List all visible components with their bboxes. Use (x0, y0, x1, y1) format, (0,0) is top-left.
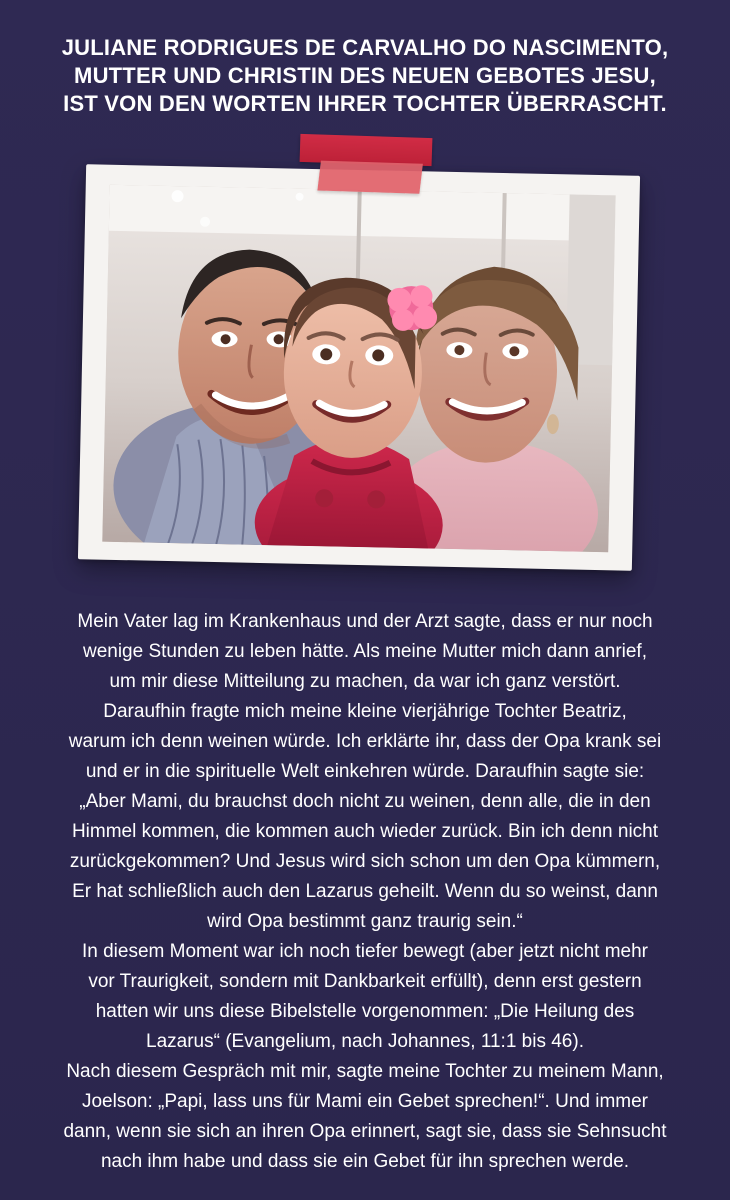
story-text (36, 607, 694, 1177)
headline (40, 34, 690, 118)
story-line-14: hatten wir uns diese Bibelstelle vorgenommen: „Die Heilung des (95, 1001, 635, 1022)
family-photo (102, 185, 615, 553)
story-line-19: nach ihm habe und dass sie ein Gebet für ihn sprechen werde. (100, 1151, 630, 1172)
photo-card (78, 164, 640, 571)
story-line-16: Nach diesem Gespräch mit mir, sagte meine Tochter zu meinem Mann, (66, 1061, 664, 1082)
headline-line-3: IST VON DEN WORTEN IHRER TOCHTER ÜBERRASCHT. (63, 91, 667, 116)
story-line-9: zurückgekommen? Und Jesus wird sich schon um den Opa kümmern, (69, 851, 661, 872)
story-line-5: warum ich denn weinen würde. Ich erklärte ihr, dass der Opa krank sei (68, 731, 662, 752)
story-line-1: Mein Vater lag im Krankenhaus und der Arzt sagte, dass er nur noch (77, 611, 653, 632)
story-line-15: Lazarus“ (Evangelium, nach Johannes, 11:1 bis 46). (146, 1031, 584, 1052)
story-line-12: In diesem Moment war ich noch tiefer bewegt (aber jetzt nicht mehr (81, 941, 649, 962)
story-line-3: um mir diese Mitteilung zu machen, da war ich ganz verstört. (109, 671, 621, 692)
story-line-8: Himmel kommen, die kommen auch wieder zurück. Bin ich denn nicht (71, 821, 659, 842)
headline-line-1: JULIANE RODRIGUES DE CARVALHO DO NASCIMENTO, (61, 35, 669, 60)
family-photo-illustration (102, 185, 615, 553)
headline-line-2: MUTTER UND CHRISTIN DES NEUEN GEBOTES JESU, (74, 63, 656, 88)
story-line-10: Er hat schließlich auch den Lazarus geheilt. Wenn du so weinst, dann (72, 881, 658, 902)
red-tape (300, 134, 433, 166)
story-line-4: Daraufhin fragte mich meine kleine vierjährige Tochter Beatriz, (103, 701, 627, 722)
story-line-17: Joelson: „Papi, lass uns für Mami ein Gebet sprechen!“. Und immer (81, 1091, 648, 1112)
story-line-2: wenige Stunden zu leben hätte. Als meine Mutter mich dann anrief, (82, 641, 647, 662)
story-line-11: wird Opa bestimmt ganz traurig sein.“ (207, 911, 523, 932)
story-line-7: „Aber Mami, du brauchst doch nicht zu weinen, denn alle, die in den (79, 791, 651, 812)
story-line-6: und er in die spirituelle Welt einkehren würde. Daraufhin sagte sie: (85, 761, 645, 782)
story-line-13: vor Traurigkeit, sondern mit Dankbarkeit erfüllt), denn erst gestern (88, 971, 642, 992)
story-line-18: dann, wenn sie sich an ihren Opa erinnert, sagt sie, dass sie Sehnsucht (63, 1121, 667, 1142)
